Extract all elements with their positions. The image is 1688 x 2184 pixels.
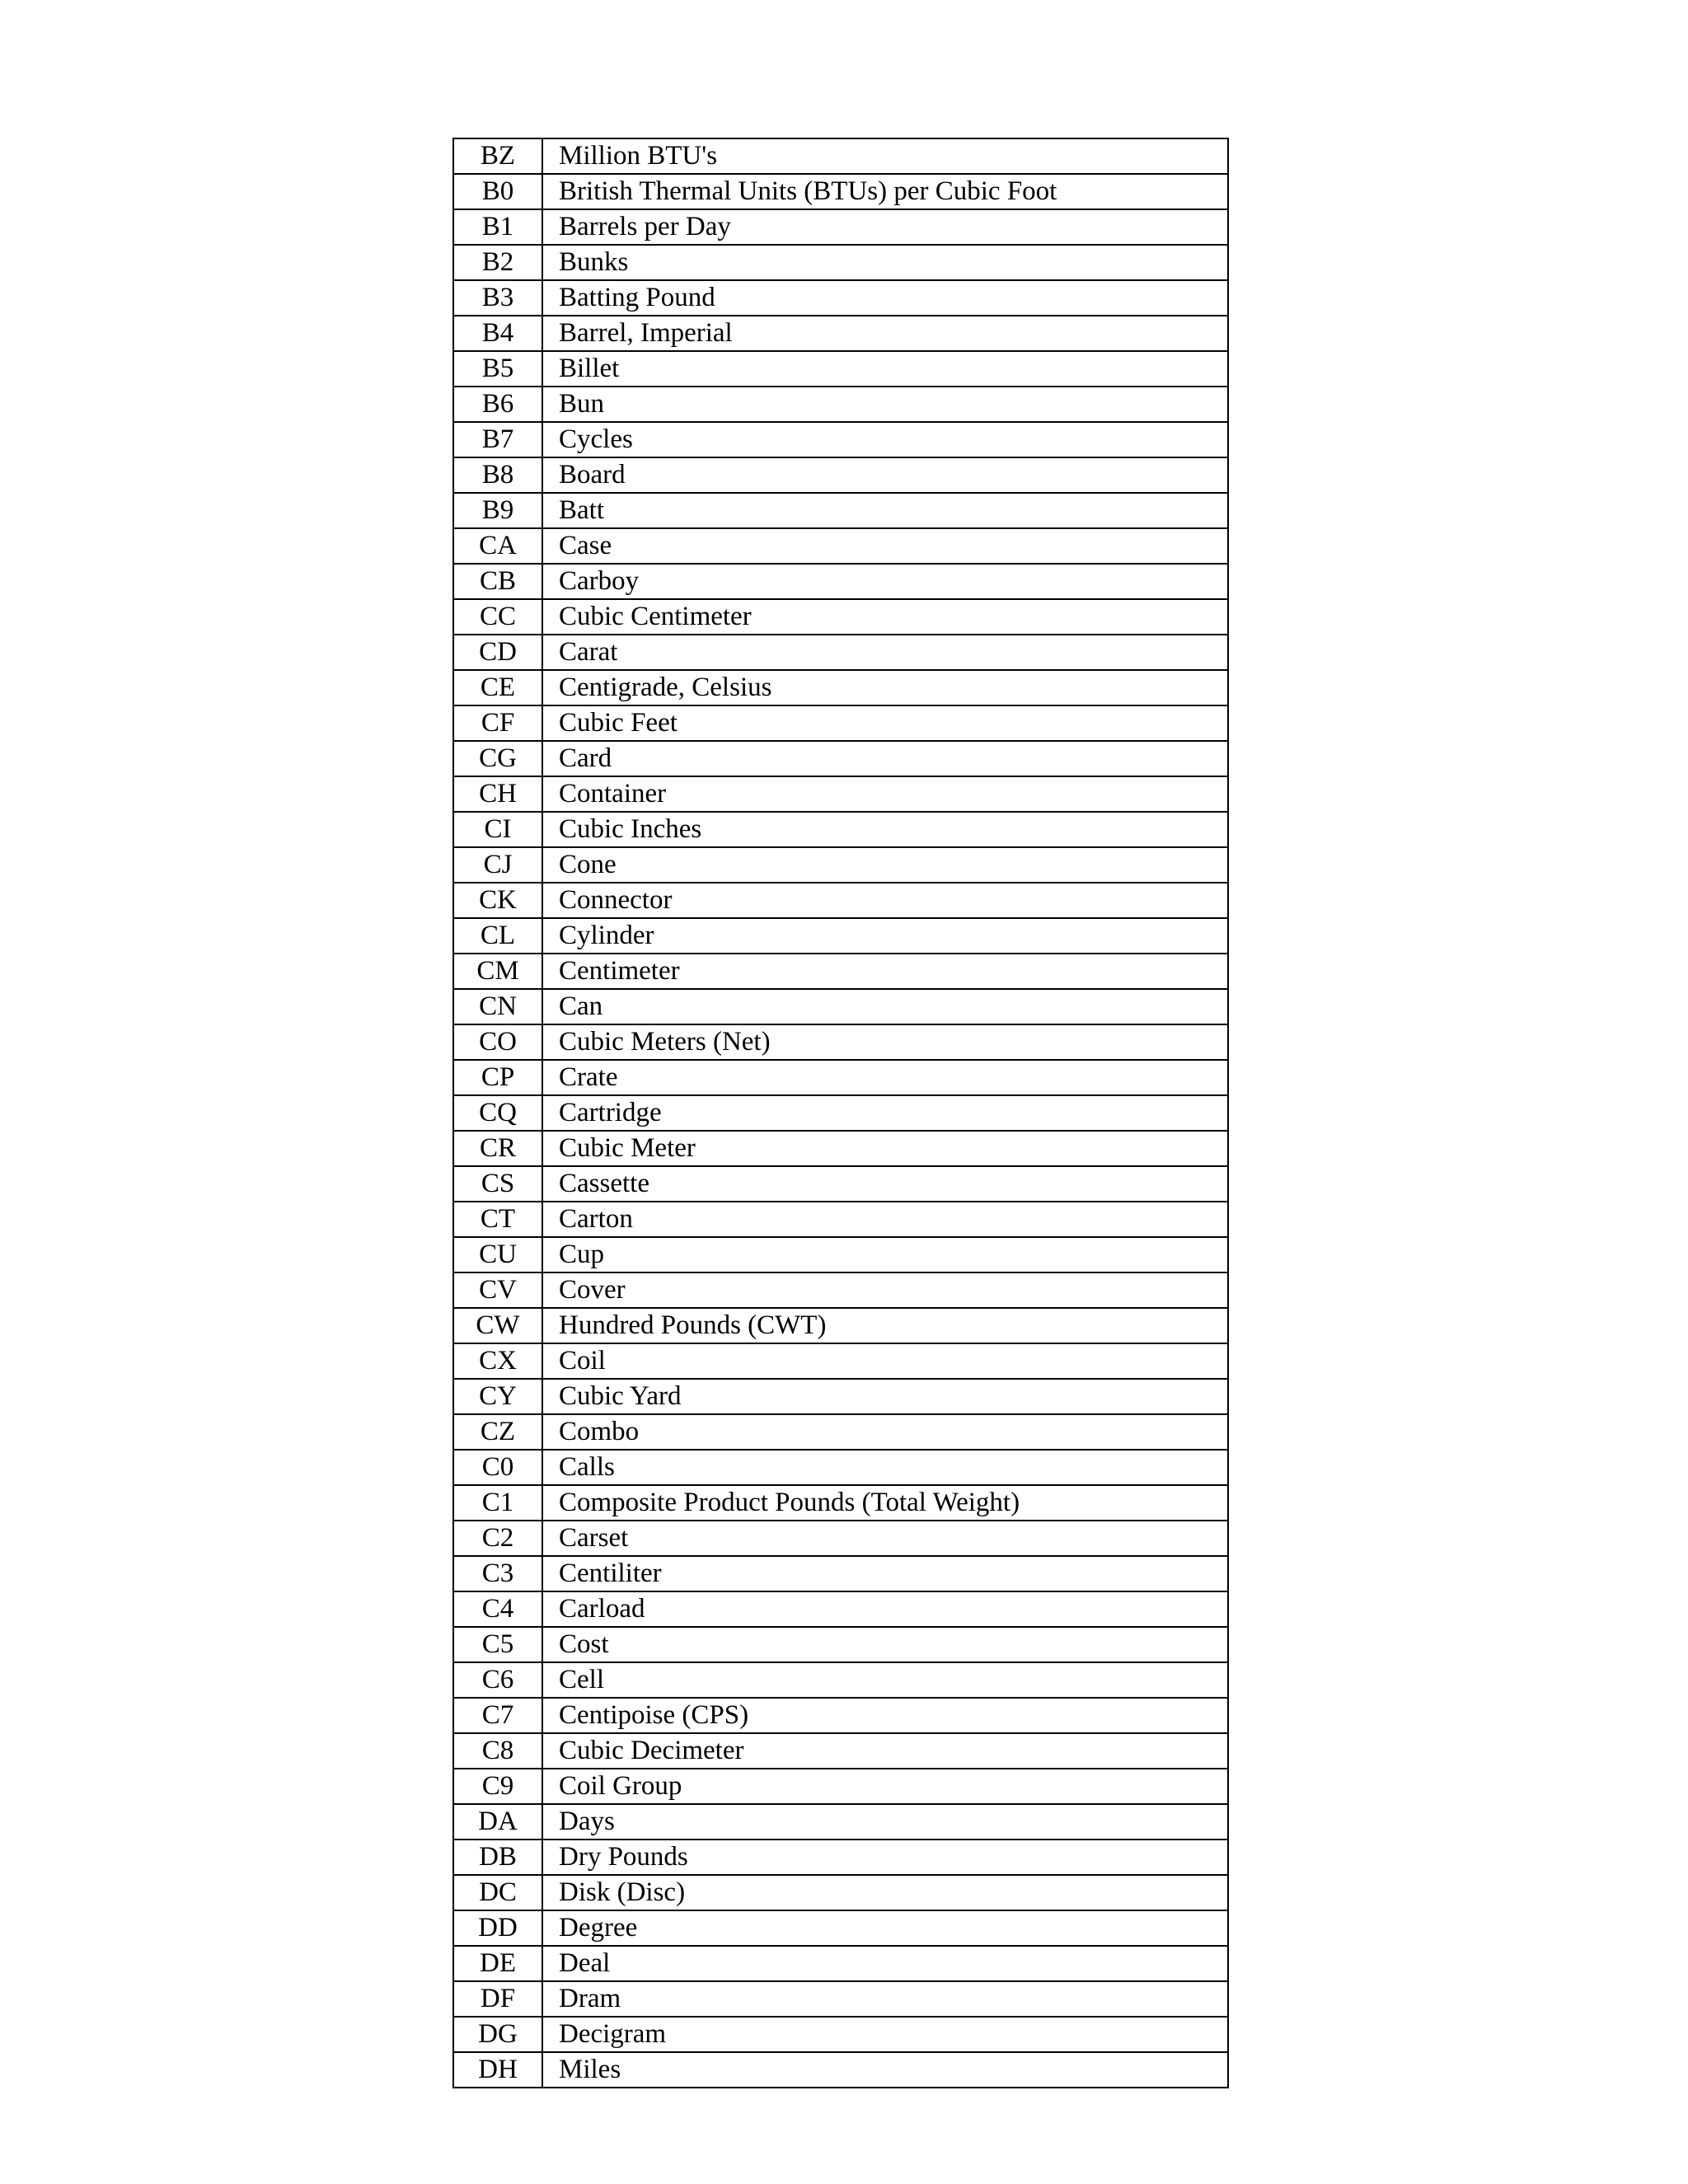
unit-description-cell: Connector: [542, 883, 1228, 918]
unit-description-cell: Carton: [542, 1202, 1228, 1237]
unit-code-cell: CB: [453, 564, 542, 599]
table-row: [453, 174, 1228, 209]
unit-code-cell: C2: [453, 1521, 542, 1556]
table-row: [453, 741, 1228, 776]
unit-code-cell: B5: [453, 351, 542, 387]
unit-code-cell: CY: [453, 1379, 542, 1414]
unit-code-cell: CM: [453, 954, 542, 989]
unit-code-cell: CO: [453, 1024, 542, 1060]
table-row: [453, 1591, 1228, 1627]
unit-code-cell: DC: [453, 1875, 542, 1910]
unit-code-cell: B4: [453, 316, 542, 351]
unit-description-cell: Container: [542, 776, 1228, 812]
unit-code-cell: B1: [453, 209, 542, 245]
unit-description-cell: Cubic Meter: [542, 1131, 1228, 1166]
unit-code-cell: CG: [453, 741, 542, 776]
unit-description-cell: Cubic Centimeter: [542, 599, 1228, 635]
table-row: [453, 1166, 1228, 1202]
unit-description-cell: Cubic Meters (Net): [542, 1024, 1228, 1060]
table-row: [453, 245, 1228, 280]
table-row: [453, 528, 1228, 564]
table-row: [453, 599, 1228, 635]
unit-code-cell: C4: [453, 1591, 542, 1627]
unit-code-cell: C0: [453, 1450, 542, 1485]
unit-code-cell: C7: [453, 1698, 542, 1733]
unit-description-cell: Centiliter: [542, 1556, 1228, 1591]
unit-code-cell: CU: [453, 1237, 542, 1272]
unit-code-cell: CC: [453, 599, 542, 635]
table-row: [453, 1202, 1228, 1237]
unit-description-cell: Crate: [542, 1060, 1228, 1095]
unit-code-cell: DA: [453, 1804, 542, 1840]
table-row: [453, 1521, 1228, 1556]
unit-code-cell: CW: [453, 1308, 542, 1343]
unit-code-cell: C6: [453, 1662, 542, 1698]
unit-description-cell: Calls: [542, 1450, 1228, 1485]
unit-code-cell: B2: [453, 245, 542, 280]
unit-code-cell: CE: [453, 670, 542, 705]
unit-code-cell: CR: [453, 1131, 542, 1166]
unit-description-cell: Carset: [542, 1521, 1228, 1556]
unit-description-cell: Billet: [542, 351, 1228, 387]
unit-description-cell: Bunks: [542, 245, 1228, 280]
unit-description-cell: Million BTU's: [542, 138, 1228, 174]
unit-description-cell: Hundred Pounds (CWT): [542, 1308, 1228, 1343]
unit-code-cell: CI: [453, 812, 542, 847]
unit-description-cell: Cover: [542, 1272, 1228, 1308]
unit-description-cell: Composite Product Pounds (Total Weight): [542, 1485, 1228, 1521]
unit-code-cell: CS: [453, 1166, 542, 1202]
unit-code-cell: CF: [453, 705, 542, 741]
table-row: [453, 1485, 1228, 1521]
unit-description-cell: Carload: [542, 1591, 1228, 1627]
unit-code-cell: DD: [453, 1910, 542, 1946]
table-row: [453, 918, 1228, 954]
table-row: [453, 670, 1228, 705]
table-row: [453, 847, 1228, 883]
table-row: [453, 776, 1228, 812]
unit-code-cell: CH: [453, 776, 542, 812]
unit-description-cell: Batting Pound: [542, 280, 1228, 316]
unit-description-cell: Case: [542, 528, 1228, 564]
unit-description-cell: Cubic Feet: [542, 705, 1228, 741]
unit-description-cell: Carboy: [542, 564, 1228, 599]
unit-code-cell: CT: [453, 1202, 542, 1237]
table-row: [453, 1733, 1228, 1769]
table-row: [453, 1840, 1228, 1875]
table-row: [453, 1769, 1228, 1804]
unit-code-cell: DF: [453, 1981, 542, 2017]
table-row: [453, 1698, 1228, 1733]
table-row: [453, 989, 1228, 1024]
table-row: [453, 954, 1228, 989]
table-row: [453, 387, 1228, 422]
table-row: [453, 812, 1228, 847]
table-row: [453, 1450, 1228, 1485]
unit-description-cell: Dram: [542, 1981, 1228, 2017]
unit-description-cell: Dry Pounds: [542, 1840, 1228, 1875]
unit-code-cell: CQ: [453, 1095, 542, 1131]
table-row: [453, 1343, 1228, 1379]
unit-description-cell: Cone: [542, 847, 1228, 883]
unit-description-cell: Cost: [542, 1627, 1228, 1662]
table-row: [453, 1060, 1228, 1095]
table-row: [453, 705, 1228, 741]
unit-description-cell: British Thermal Units (BTUs) per Cubic Foot: [542, 174, 1228, 209]
unit-code-cell: C3: [453, 1556, 542, 1591]
unit-description-cell: Cubic Decimeter: [542, 1733, 1228, 1769]
unit-code-cell: CD: [453, 635, 542, 670]
table-row: [453, 422, 1228, 457]
table-row: [453, 635, 1228, 670]
unit-code-cell: C8: [453, 1733, 542, 1769]
unit-code-cell: C1: [453, 1485, 542, 1521]
unit-code-cell: C5: [453, 1627, 542, 1662]
table-row: [453, 1414, 1228, 1450]
table-row: [453, 1308, 1228, 1343]
unit-description-cell: Bun: [542, 387, 1228, 422]
unit-code-cell: CJ: [453, 847, 542, 883]
unit-code-cell: BZ: [453, 138, 542, 174]
table-row: [453, 1662, 1228, 1698]
table-row: [453, 351, 1228, 387]
table-row: [453, 2017, 1228, 2052]
table-row: [453, 280, 1228, 316]
table-row: [453, 493, 1228, 528]
unit-code-cell: CA: [453, 528, 542, 564]
unit-description-cell: Deal: [542, 1946, 1228, 1981]
table-row: [453, 1627, 1228, 1662]
unit-code-cell: C9: [453, 1769, 542, 1804]
unit-description-cell: Cartridge: [542, 1095, 1228, 1131]
unit-code-cell: B0: [453, 174, 542, 209]
unit-description-cell: Barrel, Imperial: [542, 316, 1228, 351]
unit-description-cell: Centimeter: [542, 954, 1228, 989]
unit-description-cell: Decigram: [542, 2017, 1228, 2052]
table-row: [453, 883, 1228, 918]
unit-description-cell: Cubic Yard: [542, 1379, 1228, 1414]
table-row: [453, 1556, 1228, 1591]
table-row: [453, 1804, 1228, 1840]
table-row: [453, 1981, 1228, 2017]
unit-description-cell: Board: [542, 457, 1228, 493]
unit-description-cell: Batt: [542, 493, 1228, 528]
unit-description-cell: Carat: [542, 635, 1228, 670]
unit-description-cell: Disk (Disc): [542, 1875, 1228, 1910]
table-row: [453, 1131, 1228, 1166]
unit-description-cell: Centigrade, Celsius: [542, 670, 1228, 705]
unit-description-cell: Barrels per Day: [542, 209, 1228, 245]
unit-description-cell: Centipoise (CPS): [542, 1698, 1228, 1733]
unit-code-table-body: [453, 138, 1228, 2088]
unit-code-table: [452, 138, 1229, 2088]
unit-description-cell: Card: [542, 741, 1228, 776]
table-row: [453, 316, 1228, 351]
unit-code-cell: B9: [453, 493, 542, 528]
unit-code-cell: CP: [453, 1060, 542, 1095]
unit-code-cell: CK: [453, 883, 542, 918]
unit-code-cell: DB: [453, 1840, 542, 1875]
unit-code-cell: CX: [453, 1343, 542, 1379]
table-row: [453, 564, 1228, 599]
unit-description-cell: Cassette: [542, 1166, 1228, 1202]
table-row: [453, 1379, 1228, 1414]
table-row: [453, 2052, 1228, 2088]
unit-code-cell: B6: [453, 387, 542, 422]
table-row: [453, 209, 1228, 245]
table-row: [453, 1024, 1228, 1060]
unit-code-cell: DH: [453, 2052, 542, 2088]
unit-code-cell: DG: [453, 2017, 542, 2052]
unit-description-cell: Can: [542, 989, 1228, 1024]
unit-description-cell: Degree: [542, 1910, 1228, 1946]
unit-code-cell: CL: [453, 918, 542, 954]
table-row: [453, 1095, 1228, 1131]
unit-code-cell: B8: [453, 457, 542, 493]
table-row: [453, 138, 1228, 174]
unit-code-cell: DE: [453, 1946, 542, 1981]
table-row: [453, 1946, 1228, 1981]
unit-code-cell: B7: [453, 422, 542, 457]
unit-code-cell: CZ: [453, 1414, 542, 1450]
unit-description-cell: Cell: [542, 1662, 1228, 1698]
unit-code-cell: CN: [453, 989, 542, 1024]
table-row: [453, 1272, 1228, 1308]
unit-description-cell: Cup: [542, 1237, 1228, 1272]
unit-description-cell: Coil: [542, 1343, 1228, 1379]
unit-code-cell: CV: [453, 1272, 542, 1308]
table-row: [453, 1237, 1228, 1272]
unit-description-cell: Days: [542, 1804, 1228, 1840]
unit-description-cell: Coil Group: [542, 1769, 1228, 1804]
unit-description-cell: Cylinder: [542, 918, 1228, 954]
unit-description-cell: Miles: [542, 2052, 1228, 2088]
table-row: [453, 1875, 1228, 1910]
table-row: [453, 1910, 1228, 1946]
table-row: [453, 457, 1228, 493]
unit-code-cell: B3: [453, 280, 542, 316]
unit-description-cell: Combo: [542, 1414, 1228, 1450]
unit-description-cell: Cycles: [542, 422, 1228, 457]
unit-description-cell: Cubic Inches: [542, 812, 1228, 847]
